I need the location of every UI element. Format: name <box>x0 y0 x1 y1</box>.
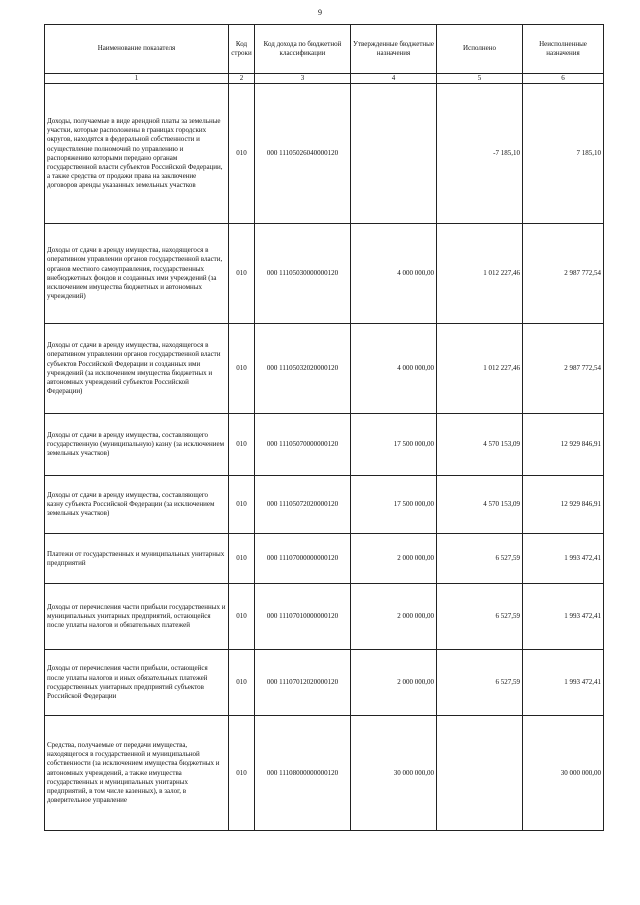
budget-code: 000 11108000000000120 <box>255 716 351 831</box>
table-row <box>45 476 604 534</box>
table-row <box>45 324 604 414</box>
executed-amount: -7 185,10 <box>437 84 523 224</box>
table-row <box>45 84 604 224</box>
unexecuted-amount: 7 185,10 <box>523 84 604 224</box>
line-code: 010 <box>229 476 255 534</box>
approved-amount: 2 000 000,00 <box>351 650 437 716</box>
table-header-row <box>45 25 604 74</box>
table-row <box>45 716 604 831</box>
column-number: 1 <box>45 74 229 84</box>
revenue-table <box>44 24 604 831</box>
line-code: 010 <box>229 716 255 831</box>
approved-amount: 30 000 000,00 <box>351 716 437 831</box>
executed-amount: 1 012 227,46 <box>437 324 523 414</box>
unexecuted-amount: 12 929 846,91 <box>523 414 604 476</box>
budget-code: 000 11107012020000120 <box>255 650 351 716</box>
line-code: 010 <box>229 414 255 476</box>
budget-code: 000 11107000000000120 <box>255 534 351 584</box>
approved-amount: 17 500 000,00 <box>351 476 437 534</box>
header-name: Наименование показателя <box>45 25 229 74</box>
approved-amount: 4 000 000,00 <box>351 224 437 324</box>
header-executed: Исполнено <box>437 25 523 74</box>
line-code: 010 <box>229 584 255 650</box>
approved-amount: 17 500 000,00 <box>351 414 437 476</box>
unexecuted-amount: 1 993 472,41 <box>523 584 604 650</box>
unexecuted-amount: 30 000 000,00 <box>523 716 604 831</box>
table-row <box>45 584 604 650</box>
unexecuted-amount: 2 987 772,54 <box>523 224 604 324</box>
executed-amount: 6 527,59 <box>437 650 523 716</box>
budget-code: 000 11105070000000120 <box>255 414 351 476</box>
column-number: 2 <box>229 74 255 84</box>
table-row <box>45 534 604 584</box>
line-code: 010 <box>229 224 255 324</box>
header-budget-code: Код дохода по бюджетной классификации <box>255 25 351 74</box>
budget-code: 000 11107010000000120 <box>255 584 351 650</box>
column-number-row <box>45 74 604 84</box>
indicator-name: Платежи от государственных и муниципальных унитарных предприятий <box>45 534 229 584</box>
executed-amount: 6 527,59 <box>437 534 523 584</box>
table-row <box>45 650 604 716</box>
header-approved: Утвержденные бюджетные назначения <box>351 25 437 74</box>
page-number: 9 <box>318 8 322 17</box>
executed-amount: 6 527,59 <box>437 584 523 650</box>
line-code: 010 <box>229 650 255 716</box>
line-code: 010 <box>229 534 255 584</box>
line-code: 010 <box>229 324 255 414</box>
unexecuted-amount: 1 993 472,41 <box>523 650 604 716</box>
approved-amount <box>351 84 437 224</box>
approved-amount: 2 000 000,00 <box>351 534 437 584</box>
unexecuted-amount: 1 993 472,41 <box>523 534 604 584</box>
unexecuted-amount: 2 987 772,54 <box>523 324 604 414</box>
indicator-name: Доходы от сдачи в аренду имущества, составляющего государственную (муниципальную) казну (за исключением земельных участков) <box>45 414 229 476</box>
budget-code: 000 11105032020000120 <box>255 324 351 414</box>
line-code: 010 <box>229 84 255 224</box>
column-number: 6 <box>523 74 604 84</box>
indicator-name: Средства, получаемые от передачи имущества, находящегося в государственной и муниципальной собственности (за исключением имущества бюджетных и автономных учреждений, а также имущества государственных и муниципальных унитарных предприятий, в том числе казенных), в залог, в доверительное управление <box>45 716 229 831</box>
indicator-name: Доходы от сдачи в аренду имущества, находящегося в оперативном управлении органов государственной власти субъектов Российской Федерации и созданных ими учреждений (за исключением имущества бюджетных и автономных учреждений субъектов Российской Федерации) <box>45 324 229 414</box>
executed-amount: 4 570 153,09 <box>437 414 523 476</box>
unexecuted-amount: 12 929 846,91 <box>523 476 604 534</box>
executed-amount: 1 012 227,46 <box>437 224 523 324</box>
approved-amount: 2 000 000,00 <box>351 584 437 650</box>
column-number: 4 <box>351 74 437 84</box>
table-row <box>45 414 604 476</box>
header-unexecuted: Неисполненные назначения <box>523 25 604 74</box>
budget-code: 000 11105026040000120 <box>255 84 351 224</box>
header-line-code: Код строки <box>229 25 255 74</box>
indicator-name: Доходы от сдачи в аренду имущества, составляющего казну субъекта Российской Федерации (за исключением земельных участков) <box>45 476 229 534</box>
executed-amount: 4 570 153,09 <box>437 476 523 534</box>
column-number: 3 <box>255 74 351 84</box>
table-row <box>45 224 604 324</box>
indicator-name: Доходы от сдачи в аренду имущества, находящегося в оперативном управлении органов государственной власти, органов местного самоуправления, государственных внебюджетных фондов и созданных ими учреждений (за исключением имущества бюджетных и автономных учреждений) <box>45 224 229 324</box>
executed-amount <box>437 716 523 831</box>
indicator-name: Доходы от перечисления части прибыли государственных и муниципальных унитарных предприятий, остающейся после уплаты налогов и обязательных платежей <box>45 584 229 650</box>
approved-amount: 4 000 000,00 <box>351 324 437 414</box>
column-number: 5 <box>437 74 523 84</box>
indicator-name: Доходы от перечисления части прибыли, остающейся после уплаты налогов и иных обязательных платежей государственных унитарных предприятий субъектов Российской Федерации <box>45 650 229 716</box>
budget-code: 000 11105030000000120 <box>255 224 351 324</box>
budget-code: 000 11105072020000120 <box>255 476 351 534</box>
indicator-name: Доходы, получаемые в виде арендной платы за земельные участки, которые расположены в границах городских округов, находятся в федеральной собственности и осуществление полномочий по управлению и распоряжению которыми передано органам государственной власти субъектов Российской Федерации, а также средства от продажи права на заключение договоров аренды указанных земельных участков <box>45 84 229 224</box>
